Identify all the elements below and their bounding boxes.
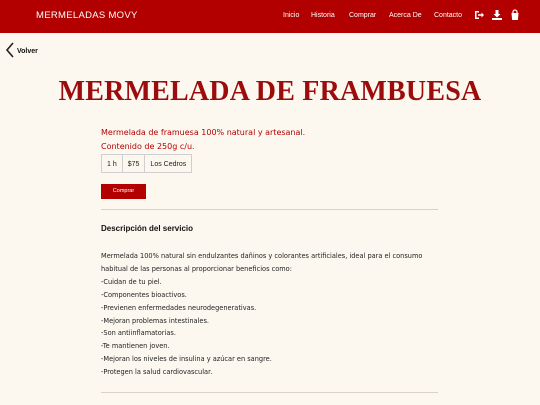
bag-icon[interactable] xyxy=(509,9,521,21)
nav-contacto[interactable]: Contacto xyxy=(434,12,463,19)
nav-historia[interactable]: Historia xyxy=(311,12,335,19)
description-line: Mermelada 100% natural sin endulzantes dañinos y colorantes artificiales, ideal para el consumo xyxy=(101,252,423,260)
nav-inicio[interactable]: Inicio xyxy=(283,12,300,19)
product-details xyxy=(101,154,191,174)
benefit-item: -Te mantienen joven. xyxy=(101,342,170,351)
benefit-item: -Previenen enfermedades neurodegenerativas. xyxy=(101,303,257,312)
divider xyxy=(101,392,438,393)
benefit-item: -Protegen la salud cardiovascular. xyxy=(101,368,213,377)
brand-logo[interactable]: MERMELADAS MOVY xyxy=(36,10,138,21)
back-label: Volver xyxy=(17,48,38,55)
nav-acerca-de[interactable]: Acerca De xyxy=(389,12,422,19)
buy-button[interactable]: Comprar xyxy=(101,184,146,199)
nav-comprar[interactable]: Comprar xyxy=(349,12,377,19)
price-chip: $75 xyxy=(122,154,146,173)
login-icon[interactable] xyxy=(473,9,485,21)
benefit-item: -Son antiinflamatorias. xyxy=(101,329,176,338)
section-title: Descripción del servicio xyxy=(101,224,194,233)
service-description xyxy=(101,250,441,379)
divider xyxy=(101,209,438,210)
product-content-line: Contenido de 250g c/u. xyxy=(101,142,195,151)
benefit-item: -Mejoran los niveles de insulina y azúcar en sangre. xyxy=(101,355,272,364)
benefit-item: -Componentes bioactivos. xyxy=(101,290,187,299)
top-navigation-bar xyxy=(0,0,540,33)
chevron-left-icon xyxy=(5,42,15,58)
page-title: MERMELADA DE FRAMBUESA xyxy=(58,76,482,107)
description-line: habitual de las personas al proporcionar beneficios como: xyxy=(101,264,292,273)
download-icon[interactable] xyxy=(491,9,503,21)
product-description-line: Mermelada de framuesa 100% natural y artesanal. xyxy=(101,128,306,137)
benefit-item: -Mejoran problemas intestinales. xyxy=(101,316,210,325)
location-chip: Los Cedros xyxy=(144,154,192,173)
duration-chip: 1 h xyxy=(101,154,123,173)
benefit-item: -Cuidan de tu piel. xyxy=(101,277,162,286)
